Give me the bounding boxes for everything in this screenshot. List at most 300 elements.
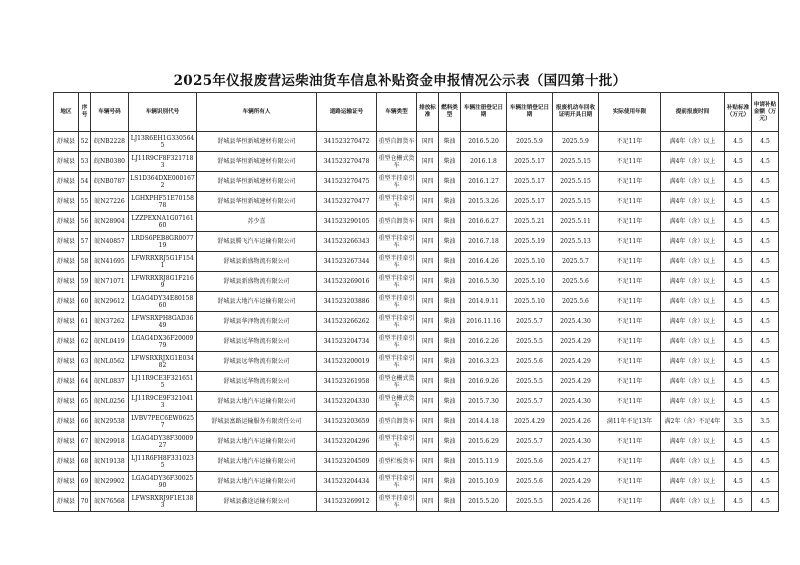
table-cell: 4.5 [725, 372, 752, 392]
table-cell: 重型仓栅式货车 [377, 372, 417, 392]
table-cell: 舒城县 [54, 432, 79, 452]
table-cell: 4.5 [752, 472, 779, 492]
table-cell: 重型半挂牵引车 [377, 292, 417, 312]
table-cell: 2016.5.30 [461, 272, 507, 292]
column-header: 提前报废时间 [661, 93, 725, 132]
table-body [54, 132, 779, 512]
table-cell: 54 [79, 172, 91, 192]
table-cell: LJ11R6FH8F3310235 [129, 452, 197, 472]
table-cell: 舒城县 [54, 392, 79, 412]
table-cell: 国四 [417, 232, 439, 252]
table-cell: 2025.5.9 [507, 132, 553, 152]
table-cell: 舒城县 [54, 152, 79, 172]
table-cell: 皖NL0837 [91, 372, 129, 392]
table-cell: 341523204509 [317, 452, 377, 472]
table-cell: 4.5 [725, 292, 752, 312]
table-cell: 皖N27226 [91, 192, 129, 212]
table-cell: 不足11年 [599, 452, 661, 472]
table-cell: 2025.5.6 [507, 352, 553, 372]
table-cell: 不足11年 [599, 492, 661, 512]
table-cell: 不足11年 [599, 352, 661, 372]
table-cell: 341523204296 [317, 432, 377, 452]
table-cell: 舒城县远华物流有限公司 [197, 352, 317, 372]
table-row [54, 432, 779, 452]
table-cell: 重型半挂牵引车 [377, 172, 417, 192]
table-cell: 2025.4.30 [553, 392, 599, 412]
column-header: 道路运输证号 [317, 93, 377, 132]
table-cell: 皖N28904 [91, 212, 129, 232]
table-cell: 皖N29902 [91, 472, 129, 492]
table-cell: 舒城县 [54, 252, 79, 272]
table-cell: 满4年（含）以上 [661, 492, 725, 512]
table-cell: 341523200019 [317, 352, 377, 372]
table-cell: 不足11年 [599, 152, 661, 172]
page-title: 2025年仪报废营运柴油货车信息补贴资金申报情况公示表（国四第十批） [173, 73, 627, 89]
table-cell: 满4年（含）以上 [661, 472, 725, 492]
table-cell: 重型仓栅式货车 [377, 392, 417, 412]
table-cell: 2015.6.29 [461, 432, 507, 452]
table-cell: 4.5 [725, 132, 752, 152]
table-cell: 2016.6.27 [461, 212, 507, 232]
table-cell: 341523270478 [317, 152, 377, 172]
table-cell: 重型自卸货车 [377, 212, 417, 232]
table-cell: 皖N40857 [91, 232, 129, 252]
table-cell: 满4年（含）以上 [661, 232, 725, 252]
table-cell: 国四 [417, 432, 439, 452]
table-cell: 舒城县华恒新城建材有限公司 [197, 172, 317, 192]
column-header: 补贴标准（万元） [725, 93, 752, 132]
table-cell: 柴油 [439, 172, 461, 192]
table-cell: 舒城县鑫途运输有限公司 [197, 492, 317, 512]
table-row [54, 272, 779, 292]
table-cell: 皖NB2228 [91, 132, 129, 152]
table-cell: 4.5 [725, 332, 752, 352]
table-cell: 2016.4.26 [461, 252, 507, 272]
table-cell: 2025.5.17 [507, 192, 553, 212]
table-cell: 2025.5.6 [553, 272, 599, 292]
table-row [54, 312, 779, 332]
table-cell: 不足11年 [599, 172, 661, 192]
table-cell: 舒城县 [54, 412, 79, 432]
table-cell: 4.5 [725, 452, 752, 472]
table-cell: 满4年（含）以上 [661, 132, 725, 152]
column-header: 车辆号码 [91, 93, 129, 132]
table-cell: 341523204734 [317, 332, 377, 352]
table-cell: 舒城县 [54, 472, 79, 492]
table-cell: 柴油 [439, 152, 461, 172]
table-cell: 2025.4.29 [553, 352, 599, 372]
table-cell: LFWSRXPH8GAD3649 [129, 312, 197, 332]
table-cell: 2025.5.7 [553, 252, 599, 272]
table-cell: 满4年（含）以上 [661, 292, 725, 312]
table-cell: 4.5 [752, 232, 779, 252]
table-cell: 皖NB0787 [91, 172, 129, 192]
table-cell: 2025.5.5 [507, 492, 553, 512]
table-cell: 舒城县 [54, 272, 79, 292]
table-cell: 4.5 [725, 352, 752, 372]
table-cell: 4.5 [752, 492, 779, 512]
table-cell: 满4年（含）以上 [661, 172, 725, 192]
column-header: 序号 [79, 93, 91, 132]
table-cell: 2025.4.29 [553, 372, 599, 392]
table-cell: 舒城县 [54, 372, 79, 392]
header-row [54, 93, 779, 132]
table-cell: 69 [79, 472, 91, 492]
table-cell: 341523267344 [317, 252, 377, 272]
table-cell: 2025.5.5 [507, 372, 553, 392]
table-cell: 341523204434 [317, 472, 377, 492]
table-cell: 国四 [417, 452, 439, 472]
table-cell: 4.5 [752, 252, 779, 272]
table-cell: 4.5 [752, 192, 779, 212]
table-cell: 重型半挂牵引车 [377, 252, 417, 272]
table-cell: 4.5 [752, 212, 779, 232]
column-header: 车辆注册登记日期 [461, 93, 507, 132]
table-cell: 满4年（含）以上 [661, 252, 725, 272]
table-cell: 皖N29918 [91, 432, 129, 452]
table-cell: 2016.1.8 [461, 152, 507, 172]
column-header: 地区 [54, 93, 79, 132]
table-cell: 4.5 [752, 392, 779, 412]
table-cell: 国四 [417, 132, 439, 152]
table-cell: 4.5 [752, 132, 779, 152]
table-cell: 2025.4.30 [553, 432, 599, 452]
table-cell: 341523266343 [317, 232, 377, 252]
table-cell: 舒城县 [54, 292, 79, 312]
table-cell: 国四 [417, 312, 439, 332]
table-cell: 4.5 [725, 172, 752, 192]
table-cell: 皖NL0562 [91, 352, 129, 372]
table-cell: 柴油 [439, 412, 461, 432]
table-cell: 2016.3.23 [461, 352, 507, 372]
table-cell: 满4年（含）以上 [661, 452, 725, 472]
table-cell: 满2年（含）不足4年 [661, 412, 725, 432]
table-cell: 60 [79, 292, 91, 312]
table-cell: 52 [79, 132, 91, 152]
table-cell: 不足11年 [599, 472, 661, 492]
table-cell: 国四 [417, 252, 439, 272]
table-cell: 国四 [417, 352, 439, 372]
table-cell: 不足11年 [599, 392, 661, 412]
table-row [54, 492, 779, 512]
table-cell: 4.5 [725, 312, 752, 332]
table-cell: 2025.5.17 [507, 172, 553, 192]
table-cell: 2025.4.27 [553, 452, 599, 472]
table-cell: 满11年不足13年 [599, 412, 661, 432]
table-cell: 柴油 [439, 392, 461, 412]
table-row [54, 392, 779, 412]
table-cell: 4.5 [752, 312, 779, 332]
column-header: 车辆识别代号 [129, 93, 197, 132]
table-cell: 皖N29538 [91, 412, 129, 432]
table-cell: 57 [79, 232, 91, 252]
table-cell: 舒城县 [54, 332, 79, 352]
table-cell: 舒城县腾飞汽车运输有限公司 [197, 232, 317, 252]
table-cell: 62 [79, 332, 91, 352]
table-cell: 国四 [417, 492, 439, 512]
table-cell: 舒城县华恒新城建材有限公司 [197, 152, 317, 172]
table-cell: 舒城县 [54, 352, 79, 372]
table-cell: 舒城县远华物流有限公司 [197, 372, 317, 392]
table-cell: 2016.5.20 [461, 132, 507, 152]
table-cell: 国四 [417, 292, 439, 312]
table-cell: LRDS6PEB8GR007719 [129, 232, 197, 252]
table-cell: 舒城县大地汽车运输有限公司 [197, 292, 317, 312]
table-cell: 2025.5.19 [507, 232, 553, 252]
table-cell: 4.5 [752, 372, 779, 392]
table-cell: 61 [79, 312, 91, 332]
table-cell: 不足11年 [599, 272, 661, 292]
table-cell: 重型自卸货车 [377, 412, 417, 432]
table-cell: 国四 [417, 152, 439, 172]
table-cell: 舒城县华恒新城建材有限公司 [197, 192, 317, 212]
table-cell: 4.5 [725, 232, 752, 252]
table-cell: 2015.11.9 [461, 452, 507, 472]
table-cell: 皖NB0380 [91, 152, 129, 172]
table-row [54, 152, 779, 172]
table-cell: 国四 [417, 272, 439, 292]
table-cell: 不足11年 [599, 372, 661, 392]
table-cell: 56 [79, 212, 91, 232]
table-cell: 柴油 [439, 312, 461, 332]
table-cell: 341523266262 [317, 312, 377, 332]
table-cell: LFWSRXRJXG1E03482 [129, 352, 197, 372]
table-cell: 柴油 [439, 332, 461, 352]
table-cell: 2016.2.26 [461, 332, 507, 352]
table-cell: 4.5 [752, 272, 779, 292]
table-cell: 国四 [417, 412, 439, 432]
table-cell: 2025.5.7 [507, 312, 553, 332]
table-cell: 2016.1.27 [461, 172, 507, 192]
table-cell: 341523270475 [317, 172, 377, 192]
table-cell: 2015.5.20 [461, 492, 507, 512]
table-cell: 2014.4.18 [461, 412, 507, 432]
table-row [54, 412, 779, 432]
column-header: 燃料类型 [439, 93, 461, 132]
table-cell: LFWRRXRJ5G1F1541 [129, 252, 197, 272]
table-cell: 2015.7.30 [461, 392, 507, 412]
table-cell: 重型半挂牵引车 [377, 232, 417, 252]
table-cell: 4.5 [752, 172, 779, 192]
table-cell: 59 [79, 272, 91, 292]
table-cell: 341523203659 [317, 412, 377, 432]
table-cell: 2016.7.18 [461, 232, 507, 252]
table-cell: 4.5 [752, 332, 779, 352]
table-cell: 341523290105 [317, 212, 377, 232]
table-cell: 舒城县华恒新城建材有限公司 [197, 132, 317, 152]
table-cell: 341523270477 [317, 192, 377, 212]
table-cell: 柴油 [439, 352, 461, 372]
table-cell: 柴油 [439, 492, 461, 512]
table-cell: LFWSRXRJ9F1E1383 [129, 492, 197, 512]
table-cell: LS1D364DXE0001672 [129, 172, 197, 192]
column-header: 排放标准 [417, 93, 439, 132]
table-cell: 4.5 [725, 212, 752, 232]
table-cell: 满4年（含）以上 [661, 392, 725, 412]
table-cell: 2015.3.26 [461, 192, 507, 212]
table-cell: 满4年（含）以上 [661, 212, 725, 232]
table-cell: 2025.5.6 [507, 472, 553, 492]
table-cell: LGAG4DY36F3002590 [129, 472, 197, 492]
table-cell: 4.5 [725, 252, 752, 272]
table-cell: 皖N37262 [91, 312, 129, 332]
table-cell: 68 [79, 452, 91, 472]
table-cell: 柴油 [439, 132, 461, 152]
table-cell: 满4年（含）以上 [661, 352, 725, 372]
table-cell: 2025.5.15 [553, 152, 599, 172]
table-cell: 舒城县 [54, 172, 79, 192]
column-header: 车辆注销登记日期 [507, 93, 553, 132]
table-cell: 67 [79, 432, 91, 452]
column-header: 实际使用年限 [599, 93, 661, 132]
table-cell: 4.5 [725, 492, 752, 512]
table-cell: 不足11年 [599, 292, 661, 312]
table-cell: 舒城县大地汽车运输有限公司 [197, 452, 317, 472]
table-row [54, 192, 779, 212]
table-cell: 国四 [417, 392, 439, 412]
table-cell: 重型半挂牵引车 [377, 352, 417, 372]
table-cell: 舒城县 [54, 452, 79, 472]
table-cell: 柴油 [439, 272, 461, 292]
table-cell: LGAG4DX36F2000979 [129, 332, 197, 352]
table-cell: 国四 [417, 372, 439, 392]
table-row [54, 352, 779, 372]
table-cell: 重型半挂牵引车 [377, 192, 417, 212]
table-cell: 重型栏板货车 [377, 452, 417, 472]
table-cell: 2025.4.26 [553, 492, 599, 512]
column-header: 车辆所有人 [197, 93, 317, 132]
table-cell: 柴油 [439, 372, 461, 392]
table-cell: 4.5 [752, 292, 779, 312]
column-header: 车辆类型 [377, 93, 417, 132]
table-cell: 65 [79, 392, 91, 412]
table-cell: 2025.5.9 [553, 132, 599, 152]
table-cell: 2025.4.29 [553, 332, 599, 352]
table-cell: LGAG4DY34E8015860 [129, 292, 197, 312]
table-cell: 舒城县 [54, 492, 79, 512]
table-row [54, 372, 779, 392]
subsidy-table [53, 92, 779, 512]
table-cell: 2025.5.6 [553, 292, 599, 312]
table-cell: 舒城县华泽物流有限公司 [197, 312, 317, 332]
table-cell: LJ11R9CF8F3217183 [129, 152, 197, 172]
table-cell: 满4年（含）以上 [661, 432, 725, 452]
column-header: 报废机动车回收证明开具日期 [553, 93, 599, 132]
table-cell: LGHXPHF51E7015878 [129, 192, 197, 212]
table-cell: 不足11年 [599, 192, 661, 212]
table-cell: 2025.5.5 [507, 332, 553, 352]
table-cell: 4.5 [725, 432, 752, 452]
table-cell: 国四 [417, 212, 439, 232]
table-cell: LGAG4DY38F3000927 [129, 432, 197, 452]
table-cell: 2016.9.26 [461, 372, 507, 392]
table-cell: 4.5 [752, 452, 779, 472]
table-header [54, 93, 779, 132]
table-cell: 重型半挂牵引车 [377, 492, 417, 512]
table-cell: 舒城县新盛物流有限公司 [197, 272, 317, 292]
table-cell: 满4年（含）以上 [661, 152, 725, 172]
table-cell: 满4年（含）以上 [661, 272, 725, 292]
table-cell: LJ11R9CE3F3216515 [129, 372, 197, 392]
table-cell: 4.5 [725, 192, 752, 212]
table-cell: 2025.5.13 [553, 232, 599, 252]
table-cell: 柴油 [439, 192, 461, 212]
table-cell: 341523270472 [317, 132, 377, 152]
table-cell: 341523203886 [317, 292, 377, 312]
table-row [54, 172, 779, 192]
table-row [54, 252, 779, 272]
table-cell: 2025.4.26 [553, 412, 599, 432]
table-cell: 舒城县 [54, 232, 79, 252]
table-row [54, 472, 779, 492]
table-cell: 2014.9.11 [461, 292, 507, 312]
table-cell: 皖N41695 [91, 252, 129, 272]
table-cell: 柴油 [439, 292, 461, 312]
table-cell: 4.5 [725, 472, 752, 492]
table-cell: 4.5 [725, 152, 752, 172]
table-cell: 舒城县新盛物流有限公司 [197, 252, 317, 272]
table-cell: 2025.5.10 [507, 272, 553, 292]
table-cell: 2025.5.10 [507, 292, 553, 312]
table-cell: 2025.5.15 [553, 192, 599, 212]
table-cell: 不足11年 [599, 332, 661, 352]
table-cell: 皖NL0419 [91, 332, 129, 352]
table-cell: 柴油 [439, 472, 461, 492]
table-cell: 柴油 [439, 232, 461, 252]
table-cell: 不足11年 [599, 212, 661, 232]
table-cell: 55 [79, 192, 91, 212]
table-cell: 2025.5.17 [507, 152, 553, 172]
table-cell: 满4年（含）以上 [661, 332, 725, 352]
table-cell: 国四 [417, 472, 439, 492]
table-row [54, 132, 779, 152]
table-cell: 341523269912 [317, 492, 377, 512]
table-cell: 舒城县大地汽车运输有限公司 [197, 472, 317, 492]
table-cell: 柴油 [439, 252, 461, 272]
table-row [54, 292, 779, 312]
table-cell: 重型半挂牵引车 [377, 432, 417, 452]
table-cell: 4.5 [752, 152, 779, 172]
column-header: 申请补贴金额（万元） [752, 93, 779, 132]
table-row [54, 332, 779, 352]
table-cell: 满4年（含）以上 [661, 192, 725, 212]
table-cell: 重型仓栅式货车 [377, 152, 417, 172]
table-cell: 苏少喜 [197, 212, 317, 232]
table-cell: 重型半挂牵引车 [377, 272, 417, 292]
table-cell: 舒城县 [54, 312, 79, 332]
table-cell: 2015.10.9 [461, 472, 507, 492]
table-row [54, 232, 779, 252]
table-cell: 满4年（含）以上 [661, 372, 725, 392]
table-cell: 341523261958 [317, 372, 377, 392]
table-cell: 皖N19138 [91, 452, 129, 472]
table-cell: 2025.5.11 [553, 212, 599, 232]
table-cell: 2025.5.15 [553, 172, 599, 192]
table-cell: 重型半挂牵引车 [377, 312, 417, 332]
table-cell: 2025.5.7 [507, 432, 553, 452]
table-cell: 4.5 [752, 352, 779, 372]
table-cell: LJ13R6EH1G3305645 [129, 132, 197, 152]
table-cell: 2025.4.29 [507, 412, 553, 432]
table-cell: 不足11年 [599, 232, 661, 252]
table-cell: 舒城县 [54, 192, 79, 212]
table-cell: 舒城县富路运输服务有限责任公司 [197, 412, 317, 432]
table-cell: 3.5 [725, 412, 752, 432]
table-cell: 3.5 [752, 412, 779, 432]
table-cell: 2025.4.30 [553, 312, 599, 332]
table-cell: 重型自卸货车 [377, 132, 417, 152]
table-cell: 皖NL0256 [91, 392, 129, 412]
